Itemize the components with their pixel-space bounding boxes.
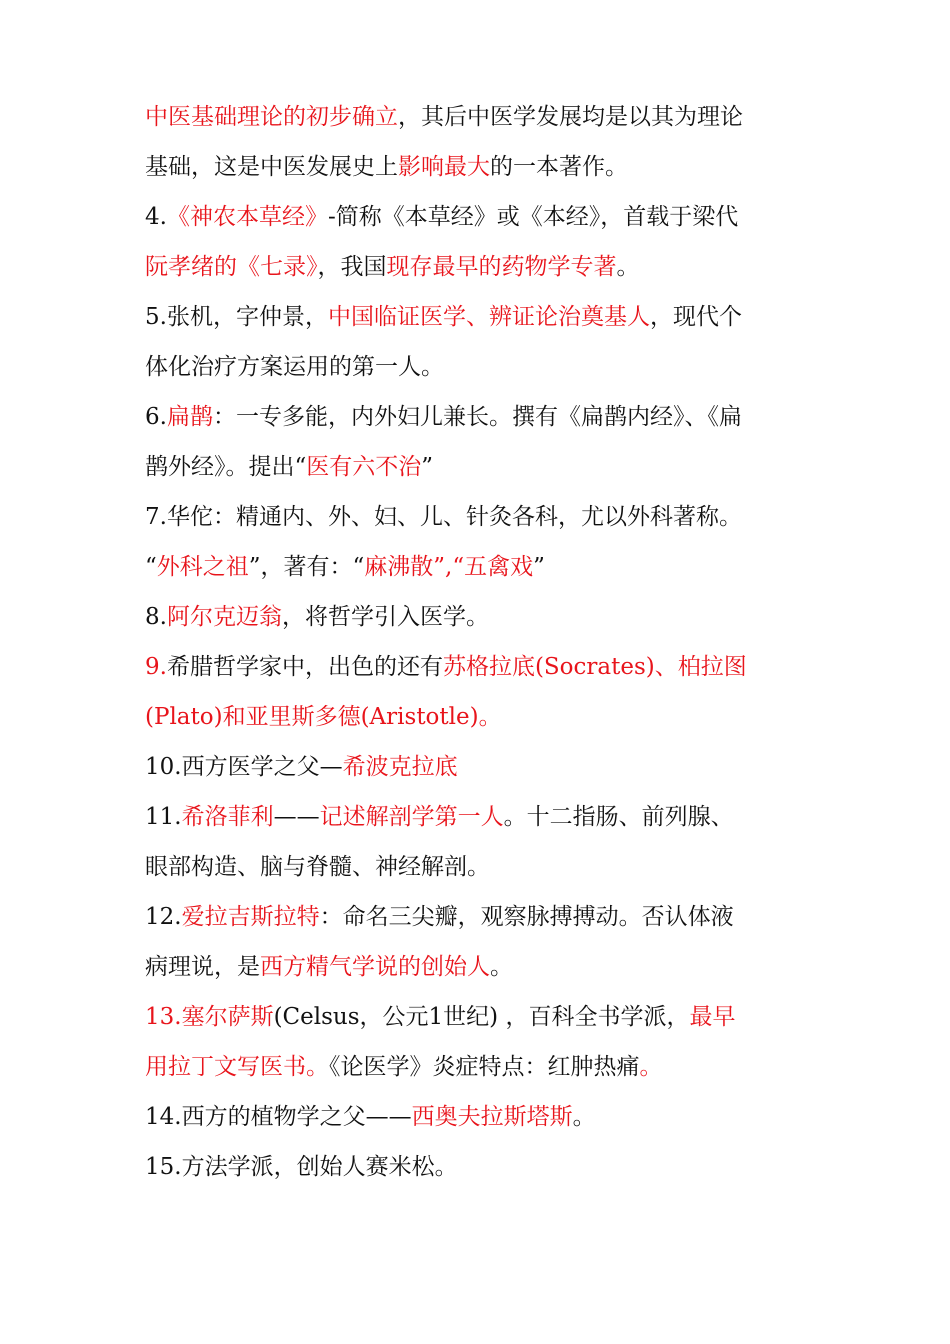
- text-line: [145, 1042, 825, 1092]
- body-text: 基础，这是中医发展史上: [145, 154, 398, 180]
- text-line: [145, 492, 825, 542]
- body-text: 15.方法学派，创始人赛米松。: [145, 1154, 458, 1180]
- highlighted-text: 阮孝绪的《七录》: [145, 254, 318, 280]
- body-text: 4.: [145, 204, 167, 230]
- body-text: 5.张机，字仲景，: [145, 304, 328, 330]
- highlighted-text: ”,“: [433, 554, 465, 580]
- highlighted-text: 苏格拉底(Socrates)、柏拉图: [442, 654, 747, 680]
- text-line: [145, 942, 825, 992]
- text-line: [145, 342, 825, 392]
- highlighted-text: 中国临证医学、辨证论治奠基人: [327, 304, 650, 330]
- body-text: (Celsus，公元1世纪) ，百科全书学派，: [273, 1004, 690, 1030]
- highlighted-text: 五禽戏: [464, 554, 534, 580]
- body-text: 7.华佗：精通内、外、妇、儿、针灸各科，尤以外科著称。: [145, 504, 742, 530]
- highlighted-text: 希洛菲利: [181, 804, 274, 830]
- highlighted-text: 外科之祖: [156, 554, 249, 580]
- highlighted-text: 阿尔克迈翁: [166, 604, 282, 630]
- highlighted-text: 最早: [689, 1004, 736, 1030]
- body-text: ”: [421, 454, 434, 480]
- text-line: [145, 992, 825, 1042]
- body-text: ——: [273, 804, 320, 830]
- body-text: 鹊外经》。提出“: [145, 454, 307, 480]
- text-line: [145, 442, 825, 492]
- body-text: 的一本著作。: [490, 154, 628, 180]
- body-text: -简称《本草经》或《本经》，首载于梁代: [327, 204, 739, 230]
- document-body: [145, 92, 825, 1192]
- body-text: 12.: [145, 904, 182, 930]
- text-line: [145, 842, 825, 892]
- highlighted-text: 西奥夫拉斯塔斯: [411, 1104, 573, 1130]
- body-text: ”: [533, 554, 545, 580]
- body-text: 11.: [145, 804, 182, 830]
- highlighted-text: 扁鹊: [166, 404, 213, 430]
- highlighted-text: 。: [639, 1054, 663, 1080]
- highlighted-text: 希波克拉底: [342, 754, 458, 780]
- body-text: 。: [490, 954, 513, 980]
- text-line: [145, 692, 825, 742]
- highlighted-text: 西方精气学说的创始人: [260, 954, 490, 980]
- body-text: ，现代个: [649, 304, 742, 330]
- highlighted-text: 用拉丁文写医书。: [145, 1054, 329, 1080]
- text-line: [145, 242, 825, 292]
- body-text: 6.: [145, 404, 167, 430]
- body-text: ：命名三尖瓣，观察脉搏搏动。否认体液: [319, 904, 734, 930]
- highlighted-text: 《神农本草经》: [166, 204, 328, 230]
- text-line: [145, 592, 825, 642]
- highlighted-text: 爱拉吉斯拉特: [181, 904, 320, 930]
- highlighted-text: 医有六不治: [306, 454, 422, 480]
- text-line: [145, 142, 825, 192]
- body-text: ：一专多能，内外妇儿兼长。撰有《扁鹊内经》、《扁: [212, 404, 742, 430]
- body-text: “: [145, 554, 157, 580]
- highlighted-text: 记述解剖学第一人: [319, 804, 504, 830]
- text-line: [145, 542, 825, 592]
- text-line: [145, 742, 825, 792]
- body-text: 希腊哲学家中，出色的还有: [166, 654, 443, 680]
- body-text: ，其后中医学发展均是以其为理论: [398, 104, 743, 130]
- highlighted-text: 9.: [145, 654, 167, 680]
- text-line: [145, 1142, 825, 1192]
- body-text: 。: [616, 254, 640, 280]
- body-text: ，我国: [317, 254, 387, 280]
- body-text: 。十二指肠、前列腺、: [503, 804, 734, 830]
- text-line: [145, 642, 825, 692]
- body-text: 。: [572, 1104, 596, 1130]
- text-line: [145, 92, 825, 142]
- body-text: 体化治疗方案运用的第一人。: [145, 354, 444, 380]
- highlighted-text: 麻沸散: [364, 554, 434, 580]
- highlighted-text: 现存最早的药物学专著: [386, 254, 617, 280]
- highlighted-text: 影响最大: [398, 154, 490, 180]
- text-line: [145, 392, 825, 442]
- body-text: 眼部构造、脑与脊髓、神经解剖。: [145, 854, 490, 880]
- text-line: [145, 792, 825, 842]
- text-line: [145, 1092, 825, 1142]
- text-line: [145, 892, 825, 942]
- body-text: ”，著有：“: [248, 554, 365, 580]
- highlighted-text: 中医基础理论的初步确立: [145, 104, 398, 130]
- highlighted-text: (Plato)和亚里斯多德(Aristotle)。: [145, 704, 502, 730]
- text-line: [145, 192, 825, 242]
- body-text: 14.西方的植物学之父——: [145, 1104, 412, 1130]
- text-line: [145, 292, 825, 342]
- body-text: 病理说，是: [145, 954, 260, 980]
- highlighted-text: 13.塞尔萨斯: [145, 1004, 274, 1030]
- body-text: 10.西方医学之父—: [145, 754, 343, 780]
- body-text: 《论医学》炎症特点：红肿热痛: [329, 1054, 640, 1080]
- body-text: 8.: [145, 604, 167, 630]
- body-text: ，将哲学引入医学。: [281, 604, 489, 630]
